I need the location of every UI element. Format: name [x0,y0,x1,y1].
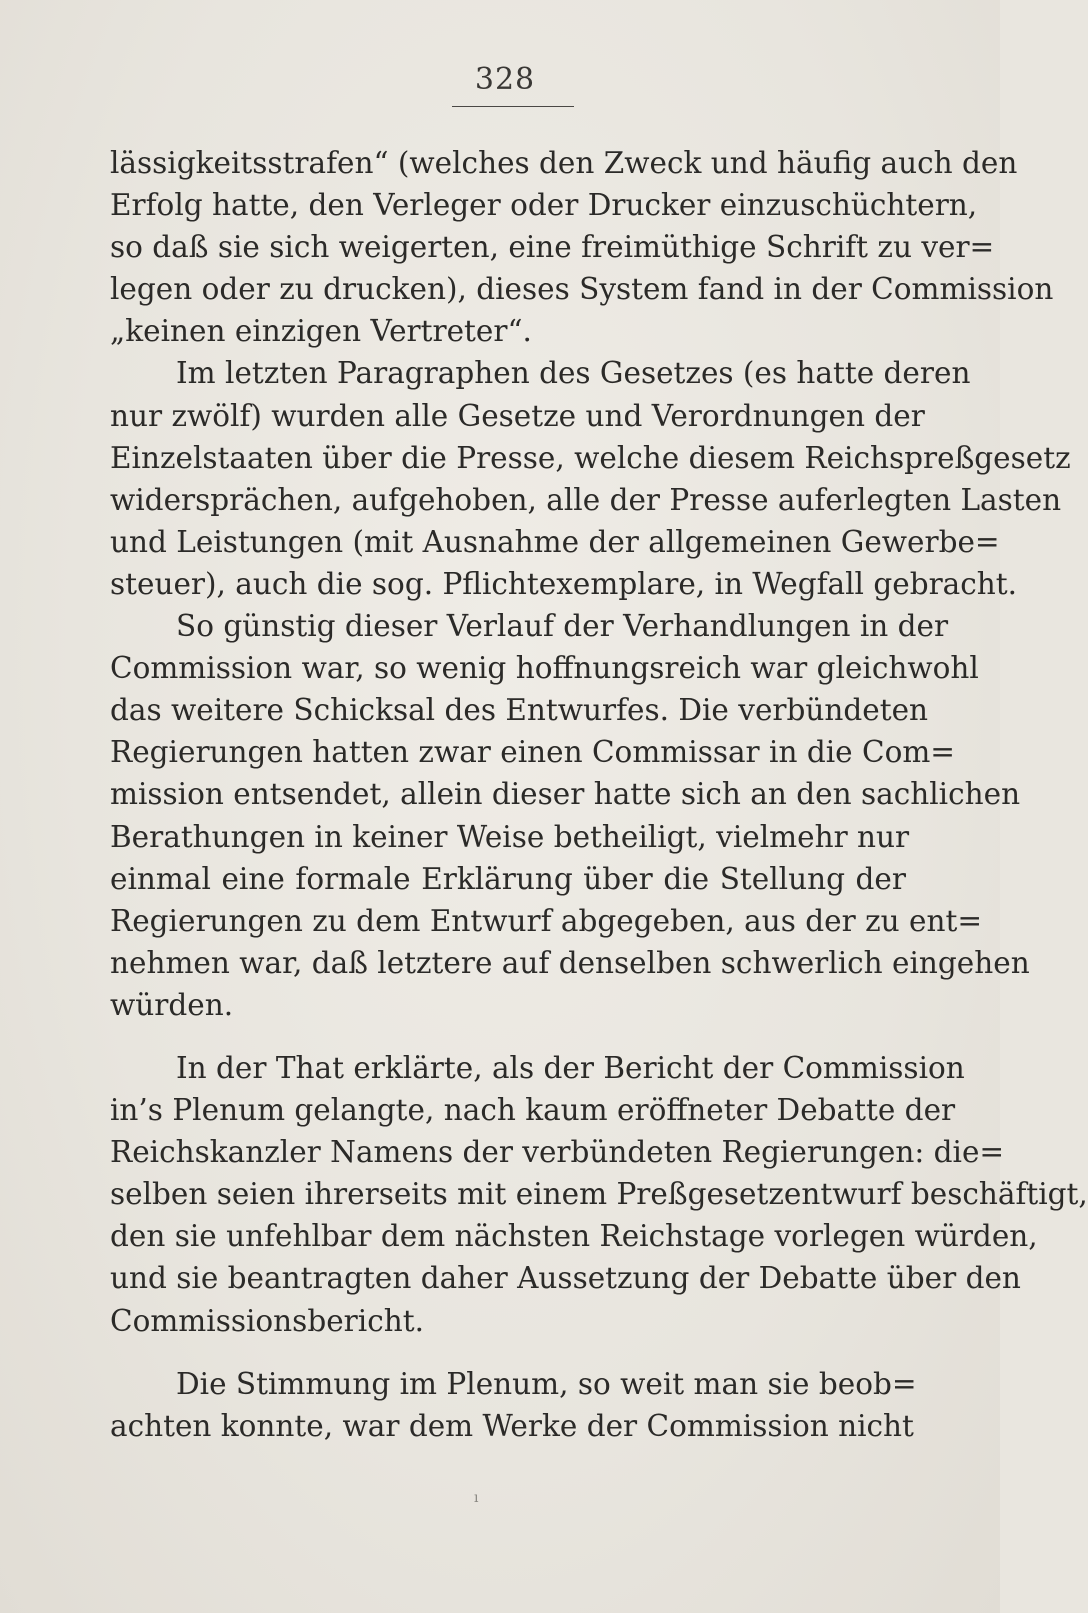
paragraph-spacer [110,1026,906,1047]
text-line: das weitere Schicksal des Entwurfes. Die verbündeten [110,693,929,728]
text-line: lässigkeitsstrafen“ (welches den Zweck und häufig auch den [110,146,1018,180]
text-line: Berathungen in keiner Weise betheiligt, vielmehr nur [110,819,910,854]
text-line: Commission war, so wenig hoffnungsreich war gleichwohl [110,651,979,686]
text-line: in’s Plenum gelangte, nach kaum eröffneter Debatte der [110,1093,956,1128]
page-number: 328 [474,62,536,97]
paragraph-1 [110,142,1054,352]
print-mark: ı [474,1490,479,1506]
text-line: Einzelstaaten über die Presse, welche diesem Reichspreßgesetz [110,440,1071,475]
text-line: so daß sie sich weigerten, eine freimüthige Schrift zu ver= [110,230,995,265]
text-line: So günstig dieser Verlauf der Verhandlungen in der [176,609,949,644]
paragraph-spacer [110,1342,906,1363]
paragraph-4 [110,1047,1088,1342]
header-rule [452,106,574,107]
text-line: selben seien ihrerseits mit einem Preßgesetzentwurf beschäftigt, [110,1177,1088,1212]
text-line: Im letzten Paragraphen des Gesetzes (es hatte deren [176,356,971,391]
text-line: und sie beantragten daher Aussetzung der Debatte über den [110,1261,1021,1296]
text-line: legen oder zu drucken), dieses System fand in der Commission [110,272,1054,307]
text-line: Reichskanzler Namens der verbündeten Regierungen: die= [110,1135,1005,1170]
text-line: nehmen war, daß letztere auf denselben schwerlich eingehen [110,945,1030,980]
paragraph-5 [110,1363,917,1447]
text-line: steuer), auch die sog. Pflichtexemplare, in Wegfall gebracht. [110,566,1018,601]
text-line: Die Stimmung im Plenum, so weit man sie beob= [176,1366,917,1401]
text-line: In der That erklärte, als der Bericht der Commission [176,1050,965,1085]
text-line: nur zwölf) wurden alle Gesetze und Verordnungen der [110,398,925,433]
text-line: den sie unfehlbar dem nächsten Reichstage vorlegen würden, [110,1219,1038,1254]
text-line: und Leistungen (mit Ausnahme der allgemeinen Gewerbe= [110,524,1000,559]
paragraph-2 [110,352,1071,605]
text-line: einmal eine formale Erklärung über die Stellung der [110,861,906,896]
paragraph-3 [110,605,1030,1026]
text-line: Regierungen hatten zwar einen Commissar in die Com= [110,735,956,770]
text-line: mission entsendet, allein dieser hatte sich an den sachlichen [110,777,1021,812]
text-line: Commissionsbericht. [110,1303,424,1338]
text-line: widersprächen, aufgehoben, alle der Presse auferlegten Lasten [110,482,1062,517]
text-line: „keinen einzigen Vertreter“. [110,314,532,349]
text-line: Erfolg hatte, den Verleger oder Drucker einzuschüchtern, [110,188,978,223]
body-text [110,142,1088,1447]
text-line: achten konnte, war dem Werke der Commission nicht [110,1408,914,1443]
text-line: würden. [110,987,234,1022]
text-line: Regierungen zu dem Entwurf abgegeben, aus der zu ent= [110,903,983,938]
